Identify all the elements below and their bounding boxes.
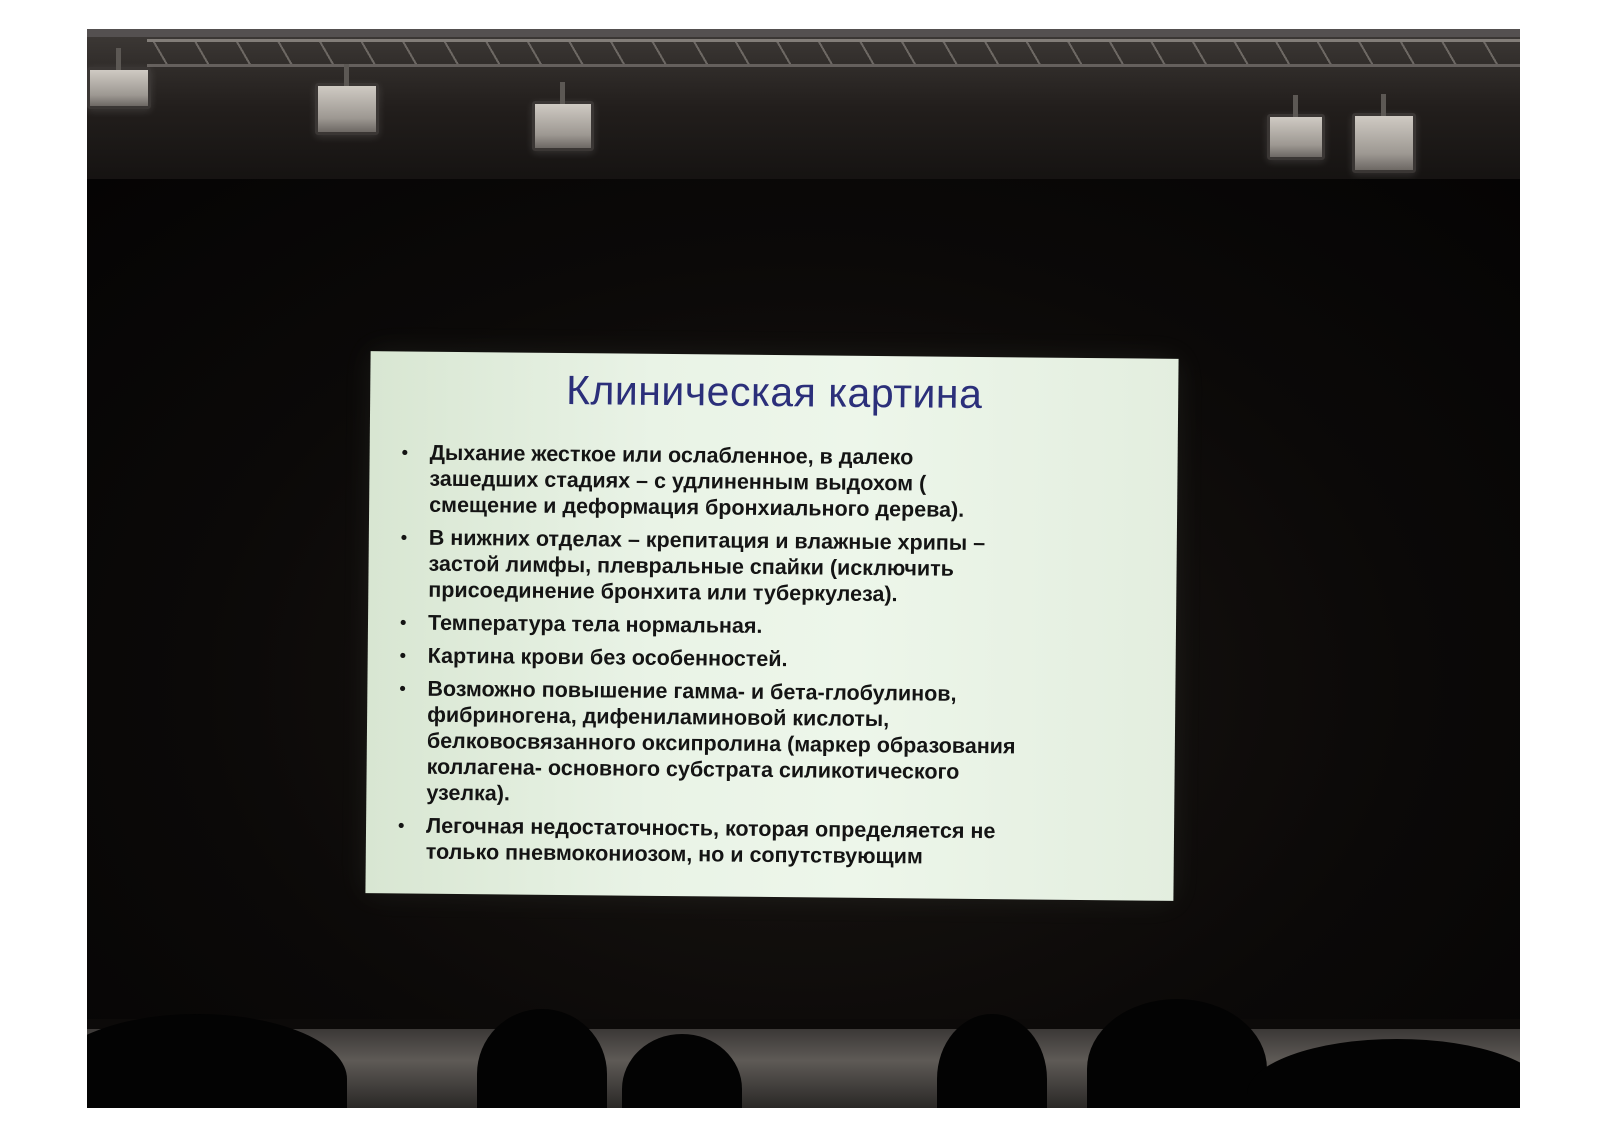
slide-bullet: • Дыхание жесткое или ослабленное, в далеко зашедших стадиях – с удлиненным выдохом ( смещение и деформация бронхиального дерева). — [399, 439, 1160, 524]
slide-bullet: • Температура тела нормальная. — [398, 609, 1158, 642]
stage-light-icon — [315, 83, 379, 135]
slide-title: Клиническая картина — [565, 367, 983, 418]
stage-light-icon — [1267, 114, 1325, 160]
stage-light-icon — [532, 101, 594, 151]
slide-bullet-list — [396, 439, 1160, 878]
projected-slide — [365, 351, 1178, 901]
truss-back — [87, 29, 1520, 37]
slide-bullet: • Легочная недостаточность, которая определяется не только пневмокониозом, но и сопутствующим — [396, 812, 1156, 871]
slide-bullet: • Картина крови без особенностей. — [398, 642, 1158, 675]
stage-light-icon — [87, 67, 151, 109]
lighting-truss — [147, 39, 1520, 67]
lighting-rig — [87, 29, 1520, 204]
slide-bullet: • Возможно повышение гамма- и бета-глобулинов, фибриногена, дифениламиновой кислоты, белковосвязанного оксипролина (маркер образования коллагена- основного субстрата силикотического узелка). — [396, 675, 1157, 812]
stage-light-icon — [1352, 113, 1416, 173]
slide-bullet: • В нижних отделах – крепитация и влажные хрипы – застой лимфы, плевральные спайки (исключить присоединение бронхита или туберкулеза). — [398, 524, 1159, 609]
audience-silhouette — [477, 1009, 607, 1108]
